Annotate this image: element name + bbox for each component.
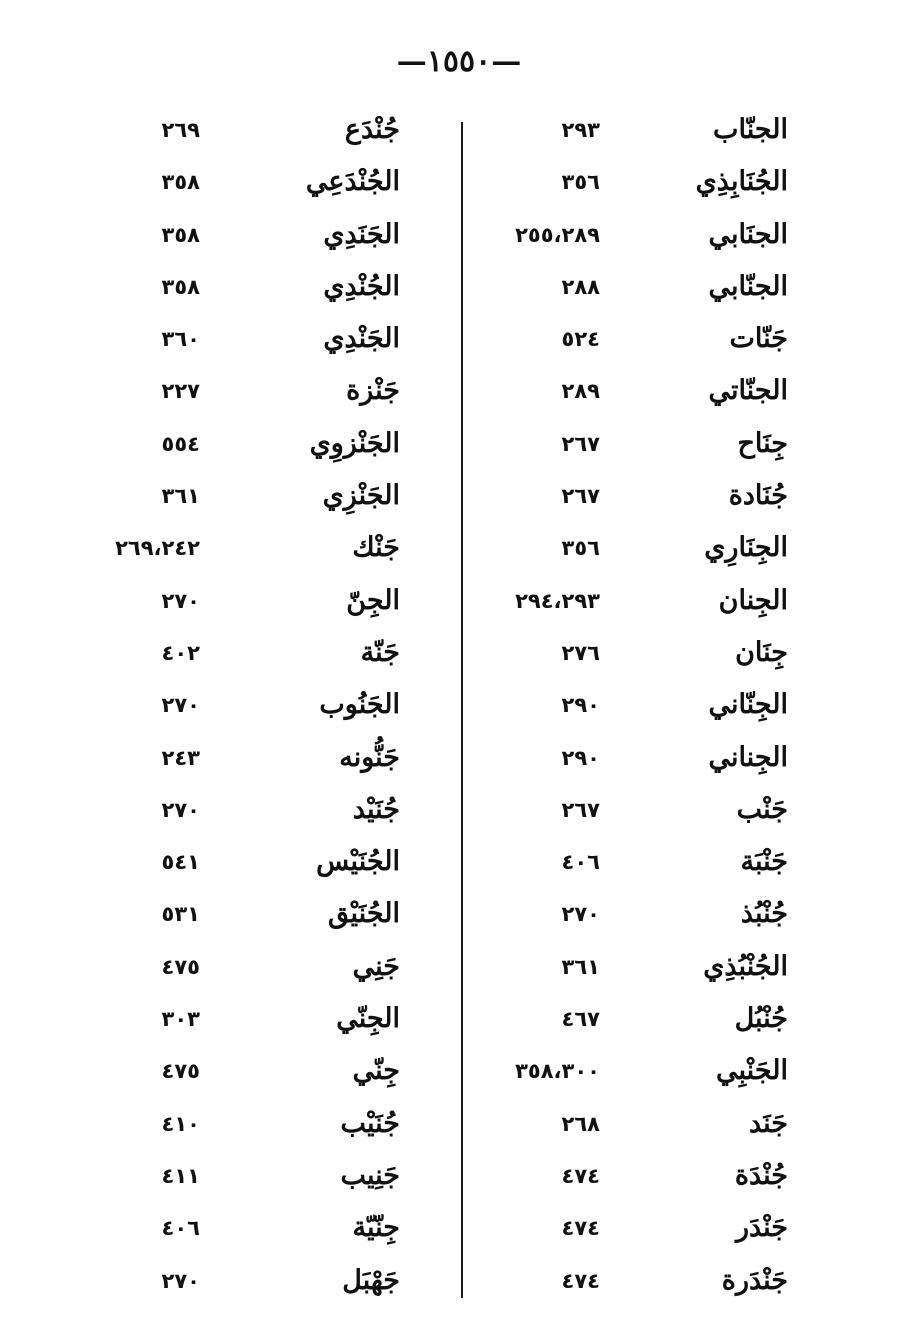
entry-name: جَنْدَرة [721, 1264, 788, 1296]
entry-page-numbers: ٣٠٣ [161, 1007, 200, 1032]
entry-page-numbers: ٣٥٨ [161, 274, 200, 299]
index-entry [90, 1154, 440, 1206]
entry-page-numbers: ٢٩٤،٢٩٣ [515, 588, 600, 613]
entry-page-numbers: ٣٦١ [161, 484, 200, 509]
index-entry [90, 422, 440, 474]
entry-name: الجُنْبُذِي [703, 950, 788, 982]
entry-page-numbers: ٢٦٧ [561, 431, 600, 456]
index-entry [480, 892, 810, 944]
entry-page-numbers: ٣٥٨،٣٠٠ [515, 1059, 600, 1084]
index-entry [480, 1206, 810, 1258]
entry-name: جَنّات [729, 323, 788, 355]
entry-name: الجِنان [718, 584, 788, 616]
index-entry [90, 474, 440, 526]
entry-page-numbers: ٣٦٠ [161, 327, 200, 352]
entry-page-numbers: ٥٣١ [161, 902, 200, 927]
index-entry [90, 788, 440, 840]
entry-name: الجُنَيْق [328, 898, 400, 930]
entry-page-numbers: ٢٧٦ [561, 640, 600, 665]
index-entry [90, 369, 440, 421]
entry-page-numbers: ٥٢٤ [561, 327, 600, 352]
entry-name: الجِنّي [336, 1003, 400, 1035]
index-entry [90, 840, 440, 892]
index-entry [480, 369, 810, 421]
index-entry [90, 997, 440, 1049]
entry-page-numbers: ٤١٠ [161, 1111, 200, 1136]
entry-page-numbers: ٢٨٨ [561, 274, 600, 299]
index-entry [480, 265, 810, 317]
entry-page-numbers: ٥٤١ [161, 850, 200, 875]
entry-page-numbers: ٣٥٦ [561, 170, 600, 195]
index-entry [90, 317, 440, 369]
index-entry [480, 631, 810, 683]
index-entry [90, 1049, 440, 1101]
index-entry [90, 265, 440, 317]
entry-name: جُنَادة [728, 480, 788, 512]
index-entry [480, 1049, 810, 1101]
index-entry [480, 317, 810, 369]
index-entry [90, 579, 440, 631]
index-entry [480, 1102, 810, 1154]
entry-page-numbers: ٤٠٦ [161, 1216, 200, 1241]
entry-page-numbers: ٤٧٥ [161, 1059, 200, 1084]
index-entry [480, 788, 810, 840]
entry-name: جِنّيّة [352, 1212, 400, 1244]
index-entry [90, 736, 440, 788]
entry-page-numbers: ٤١١ [161, 1163, 200, 1188]
entry-page-numbers: ٤٧٤ [561, 1216, 600, 1241]
entry-page-numbers: ٢٦٩،٢٤٢ [115, 536, 200, 561]
index-entry [480, 108, 810, 160]
entry-page-numbers: ٢٧٠ [561, 902, 600, 927]
index-entry [480, 160, 810, 212]
entry-name: جَنْدَر [735, 1212, 788, 1244]
entry-name: الجُنْدِي [323, 270, 400, 302]
entry-name: جَنْبَة [740, 846, 788, 878]
entry-page-numbers: ٤٠٦ [561, 850, 600, 875]
entry-page-numbers: ٢٩٠ [561, 693, 600, 718]
entry-name: الجَنُوب [319, 689, 400, 721]
index-entry [480, 683, 810, 735]
entry-name: جُنْدَة [734, 1159, 788, 1191]
entry-page-numbers: ٢٦٧ [561, 484, 600, 509]
entry-page-numbers: ٢٧٠ [161, 797, 200, 822]
entry-name: جَهْبَل [342, 1264, 400, 1296]
entry-name: جُنْبُذ [740, 898, 788, 930]
entry-name: الجِنّ [346, 584, 400, 616]
entry-page-numbers: ٤٦٧ [561, 1007, 600, 1032]
index-entry [480, 579, 810, 631]
index-entry [480, 1259, 810, 1311]
entry-name: الجُنَيْس [316, 846, 400, 878]
entry-page-numbers: ٢٦٨ [561, 1111, 600, 1136]
entry-page-numbers: ٢٧٠ [161, 588, 200, 613]
entry-name: جَنِي [352, 950, 400, 982]
entry-name: جَنِيب [340, 1159, 400, 1191]
entry-page-numbers: ٣٥٨ [161, 222, 200, 247]
page-number: —١٥٥٠— [396, 44, 522, 79]
entry-page-numbers: ٤٧٤ [561, 1268, 600, 1293]
entry-page-numbers: ٢٧٠ [161, 693, 200, 718]
index-entry [480, 840, 810, 892]
index-entry [90, 526, 440, 578]
entry-name: الجَنْبِي [716, 1055, 788, 1087]
index-entry [480, 213, 810, 265]
entry-page-numbers: ٣٥٨ [161, 170, 200, 195]
entry-name: جَنُّونه [339, 741, 400, 773]
right-column [480, 108, 810, 1308]
index-entry [90, 631, 440, 683]
entry-page-numbers: ٢٢٧ [161, 379, 200, 404]
entry-name: جُنَيْد [352, 793, 400, 825]
entry-name: الجَنْزوِي [309, 427, 400, 459]
index-entry [90, 683, 440, 735]
entry-name: جُنْبُل [734, 1003, 788, 1035]
entry-name: الجنَابي [708, 218, 788, 250]
entry-page-numbers: ٢٤٣ [161, 745, 200, 770]
index-entry [480, 997, 810, 1049]
entry-name: جَنْك [352, 532, 400, 564]
index-entry [480, 422, 810, 474]
index-entry [90, 1206, 440, 1258]
entry-page-numbers: ٢٩٠ [561, 745, 600, 770]
entry-page-numbers: ٥٥٤ [161, 431, 200, 456]
entry-page-numbers: ٢٥٥،٢٨٩ [515, 222, 600, 247]
entry-name: جَنَد [748, 1107, 788, 1139]
entry-name: جَنْب [736, 793, 788, 825]
entry-page-numbers: ٤٧٤ [561, 1163, 600, 1188]
index-entry [480, 474, 810, 526]
entry-page-numbers: ٣٦١ [561, 954, 600, 979]
index-entry [480, 526, 810, 578]
entry-name: الجَنَدِي [323, 218, 400, 250]
entry-name: الجنّابي [708, 270, 788, 302]
index-entry [480, 945, 810, 997]
entry-page-numbers: ٤٠٢ [161, 640, 200, 665]
index-entry [90, 108, 440, 160]
entry-name: الجنّاتي [708, 375, 788, 407]
entry-name: جُنْدَع [344, 114, 400, 145]
entry-page-numbers: ٢٨٩ [561, 379, 600, 404]
entry-name: جَنْزة [346, 375, 400, 407]
index-entry [480, 736, 810, 788]
entry-name: الجَنْزِي [322, 480, 400, 512]
index-entry [90, 892, 440, 944]
entry-page-numbers: ٢٦٧ [561, 797, 600, 822]
index-entry [90, 1102, 440, 1154]
entry-page-numbers: ٣٥٦ [561, 536, 600, 561]
index-entry [90, 213, 440, 265]
entry-name: جِنَان [735, 636, 788, 668]
entry-name: الجُنَابِذِي [695, 166, 788, 198]
entry-page-numbers: ٢٧٠ [161, 1268, 200, 1293]
entry-name: جَنّة [360, 636, 400, 668]
entry-name: الجَنْدِي [323, 323, 400, 355]
index-entry [480, 1154, 810, 1206]
entry-name: الجِنَارِي [704, 532, 788, 564]
index-entry [90, 1259, 440, 1311]
left-column [90, 108, 440, 1308]
entry-page-numbers: ٢٦٩ [161, 118, 200, 142]
entry-name: جِنّي [352, 1055, 400, 1087]
entry-name: الجُنْدَعِي [305, 166, 400, 198]
entry-name: الجنّاب [713, 114, 788, 145]
entry-page-numbers: ٢٩٣ [561, 118, 600, 142]
entry-name: الجِناني [708, 741, 788, 773]
index-entry [90, 945, 440, 997]
entry-page-numbers: ٤٧٥ [161, 954, 200, 979]
entry-name: الجِنّاني [708, 689, 788, 721]
entry-name: جِنَاح [737, 427, 788, 459]
column-divider [461, 122, 463, 1298]
index-entry [90, 160, 440, 212]
entry-name: جُنَيْب [340, 1107, 400, 1139]
